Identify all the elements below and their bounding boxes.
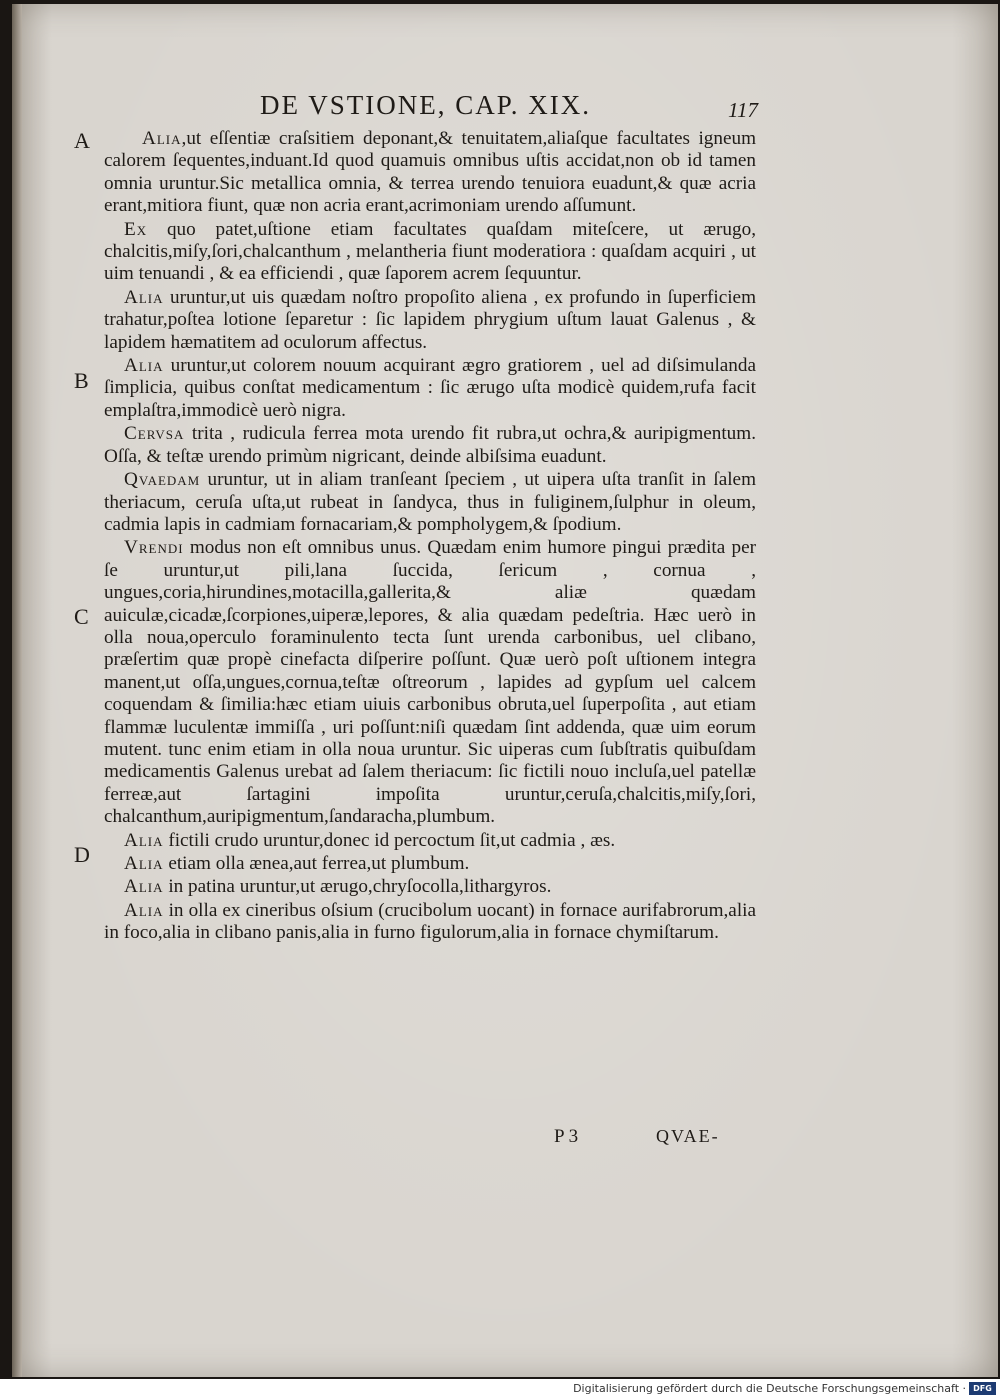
paragraph-lead: Alia — [124, 899, 164, 921]
margin-letter-d: D — [74, 842, 90, 867]
paragraph — [104, 423, 756, 468]
paragraph-lead: Vrendi — [124, 537, 184, 559]
margin-letter-a: A — [74, 128, 90, 153]
running-header: DE VSTIONE, CAP. XIX. — [260, 90, 592, 120]
paragraph — [104, 355, 756, 422]
paragraph-lead: Qvaedam — [124, 469, 201, 491]
footer-bar — [0, 1379, 1000, 1399]
margin-letter-b: B — [74, 368, 89, 393]
paragraph-text: uruntur,ut uis quædam noſtro propoſito aliena , ex profundo in ſuperficiem trahatur,poſtea lotione ſeparetur : ſic lapidem phrygium uſtum lauat Galenus , & lapidem hæmatitem ad oculorum affectus. — [104, 286, 756, 353]
paragraph-lead: Cervsa — [124, 423, 185, 445]
paragraph-lead: Alia — [124, 853, 164, 874]
page-number: 117 — [728, 98, 758, 122]
paragraph-lead: Alia — [124, 355, 164, 377]
body-text — [104, 128, 756, 946]
paragraph-text: fictili crudo uruntur,donec id percoctum ſit,ut cadmia , æs. — [163, 829, 616, 851]
paragraph-text: uruntur, ut in aliam tranſeant ſpeciem , ut uipera uſta tranſit in ſalem theriacum, ceruſa uſta,ut rubeat in ſandyca, thus in fuliginem,ſulphur in oleum, cadmia lapis in cadmiam fornacariam,& pompholygem,& ſpodium. — [104, 469, 756, 535]
paragraph-text: uruntur,ut colorem nouum acquirant ægro gratiorem , uel ad diſsimulanda ſimplicia, quibus conſtat medicamentum : ſic ærugo uſta modicè quidem,rufa facit emplaſtra,immodicè uerò nigra. — [104, 355, 756, 421]
paragraph-lead: Alia — [124, 286, 164, 308]
paragraph — [104, 876, 756, 898]
paragraph — [104, 537, 756, 828]
paragraph — [104, 900, 756, 945]
paragraph — [104, 128, 756, 218]
paragraph-text: quo patet,uſtione etiam facultates quaſdam miteſcere, ut ærugo, chalcitis,miſy,ſori,chalcanthum , melantheria fiunt moderatiora : quaſdam acquiri , ut uim tenuandi , & ea efficiendi , quæ ſaporem acrem ſequuntur. — [104, 218, 756, 285]
paragraph-lead: Alia — [124, 876, 164, 898]
paragraph — [104, 830, 756, 852]
paragraph — [104, 287, 756, 354]
paragraph-lead: Alia — [142, 128, 182, 149]
paragraph-lead: Ex — [124, 218, 148, 240]
paragraph-text: ,ut eſſentiæ craſsitiem deponant,& tenuitatem,aliaſque facultates igneum calorem ſequentes,induant.Id quod quamuis omnibus uſtis accidat,non ob id tamen omnia uruntur.Sic metallica omnia, & terrea urendo tenuiora euadunt,& quæ acria erant,mitiora fiunt, quæ non acria erant,acrimoniam urendo aſſumunt. — [104, 128, 756, 217]
paragraph-text: in patina uruntur,ut ærugo,chryſocolla,lithargyros. — [163, 876, 552, 898]
dfg-logo: DFG — [969, 1382, 996, 1395]
paragraph — [104, 219, 756, 286]
catchword: QVAE- — [656, 1126, 720, 1146]
paragraph-text: in olla ex cineribus oſsium (crucibolum uocant) in fornace aurifabrorum,alia in foco,alia in clibano panis,alia in furno figulorum,alia in fornace chymiſtarum. — [104, 899, 756, 944]
paragraph — [104, 469, 756, 536]
margin-letter-c: C — [74, 604, 89, 629]
paragraph-text: trita , rudicula ferrea mota urendo fit rubra,ut ochra,& auripigmentum. Oſſa, & teſtæ urendo primùm nigricant, deinde albiſsima euadunt. — [104, 423, 756, 467]
paragraph-text: etiam olla ænea,aut ferrea,ut plumbum. — [163, 853, 470, 874]
binding-edge — [12, 4, 22, 1377]
paragraph-lead: Alia — [124, 829, 164, 851]
funding-note: Digitalisierung gefördert durch die Deutsche Forschungsgemeinschaft · — [573, 1382, 966, 1395]
paragraph-text: modus non eſt omnibus unus. Quædam enim humore pingui prædita per ſe uruntur,ut pili,lana ſuccida, ſericum , cornua , ungues,coria,hirundines,motacilla,gallerita,& aliæ quædam auiculæ,cicadæ,ſcorpiones,uiperæ,lepores, & alia quædam pedeſtria. Hæc uerò in olla noua,operculo foraminulento tecta ſunt urenda carbonibus, uel clibano, præſertim quæ propè cinefacta diſperire poſſunt. Quæ uerò poſt uſtionem integra manent,ut oſſa,ungues,cornua,teſtæ oſtreorum , lapides ad gypſum uel calcem coquendam & ſimilia:hæc etiam uiuis carbonibus obruta,uel ſuperpoſita , aut etiam flammæ luculentæ immiſſa , uri poſſunt:niſi quædam ſint addenda, quæ uim eorum mutent. tunc enim etiam in olla noua uruntur. Sic uiperas cum ſubſtratis quibuſdam medicamentis Galenus urebat ad ſalem theriacum: ſic fictili nouo incluſa,uel patellæ ferreæ,aut ſartagini impoſita uruntur,ceruſa,chalcitis,miſy,ſori, chalcanthum,auripigmentum,ſandaracha,plumbum. — [104, 537, 756, 828]
paragraph — [104, 853, 756, 875]
signature-mark: P 3 — [554, 1126, 579, 1147]
